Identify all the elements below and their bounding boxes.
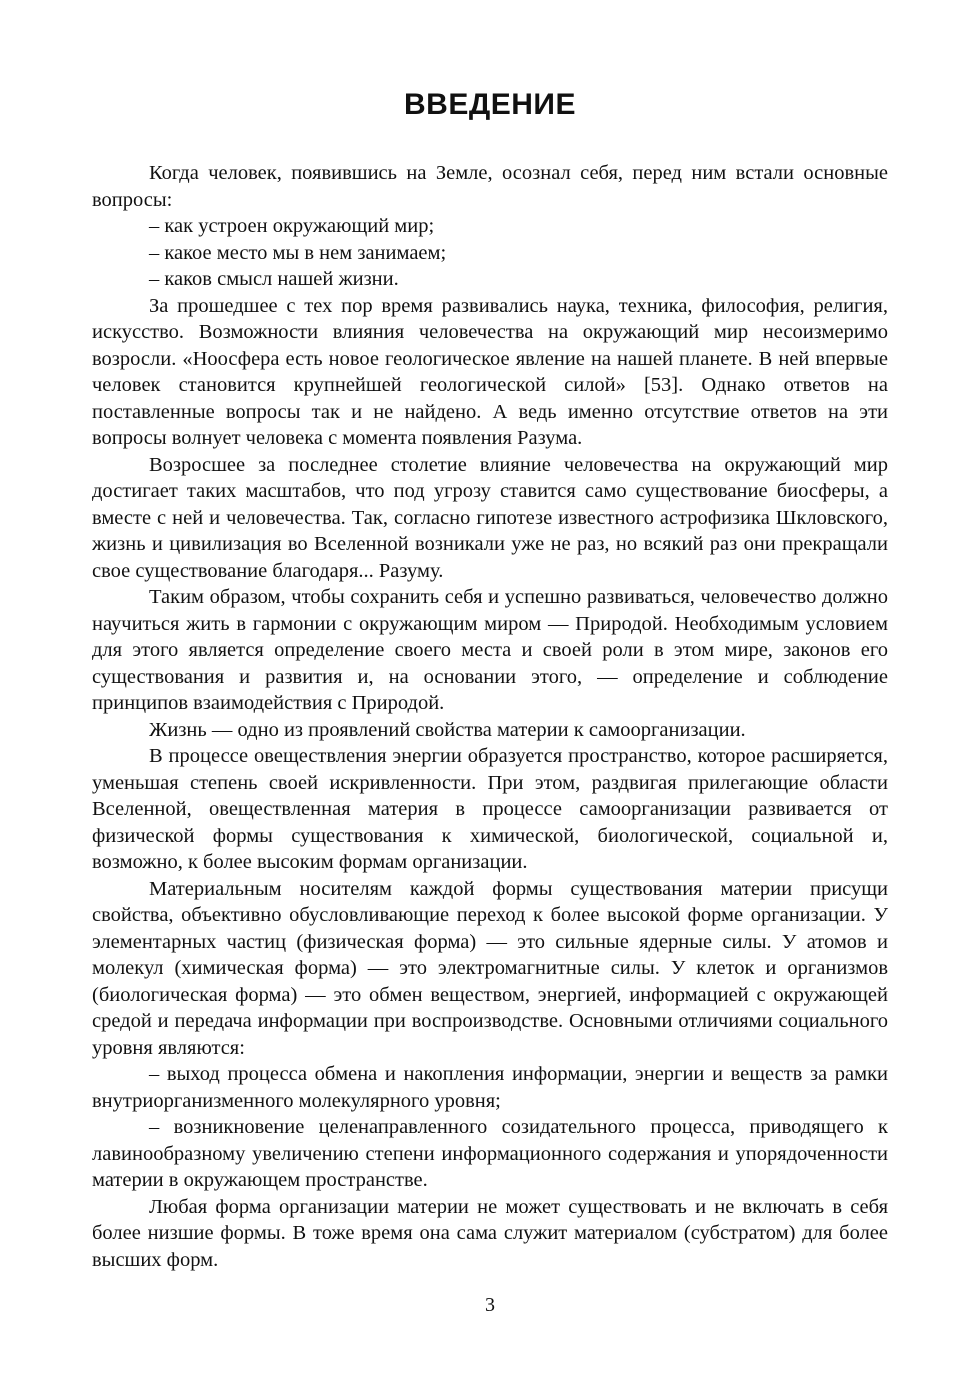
paragraph: Любая форма организации материи не может существовать и не включать в себя более низшие формы. В тоже время она сама служит материалом (субстратом) для более высших форм. (92, 1195, 888, 1271)
paragraph: – какое место мы в нем занимаем; (149, 241, 447, 264)
document-body (92, 160, 888, 1273)
paragraph: – возникновение целенаправленного созидательного процесса, приводящего к лавинообразному увеличению степени информационного содержания и упорядоченности материи в окружающем пространстве. (92, 1116, 888, 1191)
paragraph: Таким образом, чтобы сохранить себя и успешно развиваться, человечество должно научиться жить в гармонии с окружающим миром — Природой. Необходимым условием для этого является определение своего места и своей роли в этом мире, законов его существования и развития и, на основании этого, — определение и соблюдение принципов взаимодействия с Природой. (92, 586, 888, 714)
paragraph: Когда человек, появившись на Земле, осознал себя, перед ним встали основные вопросы: (92, 162, 888, 211)
paragraph: – выход процесса обмена и накопления информации, энергии и веществ за рамки внутриорганизменного молекулярного уровня; (92, 1063, 888, 1112)
page-number: 3 (485, 1294, 495, 1316)
paragraph: Материальным носителям каждой формы существования материи присущи свойства, объективно обусловливающие переход к более высокой форме организации. У элементарных частиц (физическая форма) — это сильные ядерные силы. У атомов и молекул (химическая форма) — это электромагнитные силы. У клеток и организмов (биологическая форма) — это обмен веществом, энергией, информацией с окружающей средой и передача информации при воспроизводстве. Основными отличиями социального уровня являются: (92, 877, 888, 1059)
paragraph: – каков смысл нашей жизни. (149, 268, 399, 290)
paragraph: За прошедшее с тех пор время развивались наука, техника, философия, религия, искусство. Возможности влияния человечества на окружающий мир несоизмеримо возросли. «Ноосфера есть новое геологическое явление на нашей планете. В ней впервые человек становится крупнейшей геологической силой» [53]. Однако ответов на поставленные вопросы так и не найдено. А ведь именно отсутствие ответов на эти вопросы волнует человека с момента появления Разума. (92, 294, 888, 449)
page-title: ВВЕДЕНИЕ (404, 88, 576, 121)
paragraph: В процессе овеществления энергии образуется пространство, которое расширяется, уменьшая степень своей искривленности. При этом, раздвигая прилегающие области Вселенной, овеществленная материя в процессе самоорганизации развивается от физической формы существования к химической, биологической, социальной и, возможно, к более высоким формам организации. (92, 745, 888, 873)
paragraph: – как устроен окружающий мир; (149, 215, 435, 237)
paragraph: Жизнь — одно из проявлений свойства материи к самоорганизации. (149, 718, 746, 741)
paragraph: Возросшее за последнее столетие влияние человечества на окружающий мир достигает таких масштабов, что под угрозу ставится само существование биосферы, а вместе с ней и человечества. Так, согласно гипотезе известного астрофизика Шкловского, жизнь и цивилизация во Вселенной возникали уже не раз, но всякий раз они прекращали свое существование благодаря... Разуму. (92, 453, 888, 582)
